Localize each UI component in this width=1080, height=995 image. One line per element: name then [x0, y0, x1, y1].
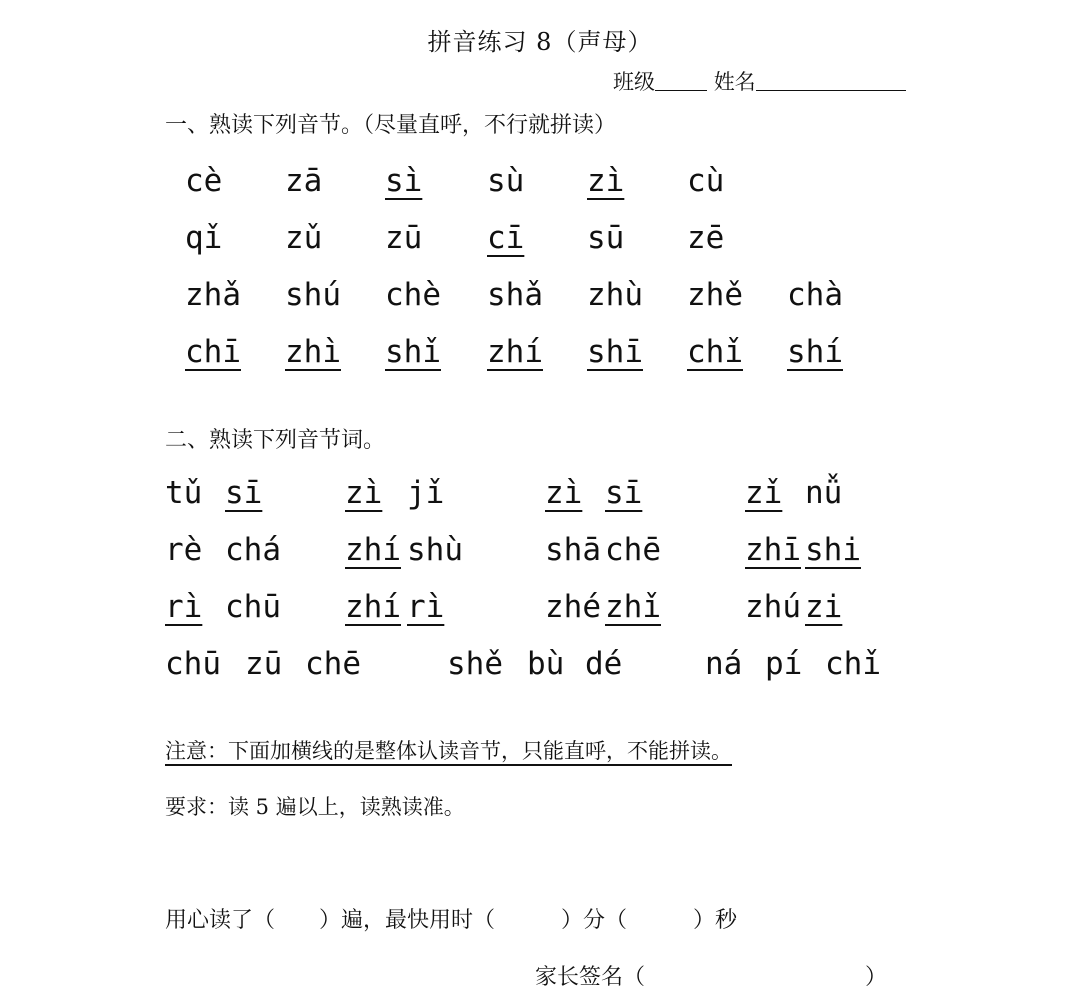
word-syllable: nǚ: [805, 475, 843, 511]
word-syllable: zū: [245, 646, 283, 682]
syllable: zhù: [587, 277, 643, 313]
requirement-text: 要求：读 5 遍以上，读熟读准。: [165, 795, 465, 819]
syllable: sù: [487, 163, 525, 199]
syllable: chè: [385, 277, 441, 313]
word-syllable: zhú: [745, 589, 801, 625]
syllable: cè: [185, 163, 223, 199]
note-text: 注意：下面加横线的是整体认读音节，只能直呼，不能拼读。: [165, 739, 732, 763]
syllable: shú: [285, 277, 341, 313]
word-syllable: chē: [605, 532, 661, 568]
syllable: zhì: [285, 334, 341, 370]
syllable: zhí: [487, 334, 543, 370]
word-syllable: chǐ: [825, 646, 881, 682]
syllable: sū: [587, 220, 625, 256]
word-syllable: zhí: [345, 532, 401, 568]
word-syllable: shù: [407, 532, 463, 568]
student-info: [613, 66, 906, 96]
word-syllable: pí: [765, 646, 803, 682]
syllable: zē: [687, 220, 725, 256]
syllable: qǐ: [185, 220, 223, 256]
word-syllable: sī: [225, 475, 263, 511]
syllable: shǐ: [385, 334, 441, 370]
word-syllable: sī: [605, 475, 643, 511]
word-syllable: zǐ: [745, 475, 783, 511]
class-blank: [655, 89, 707, 91]
section2-heading: 二、熟读下列音节词。: [165, 428, 386, 453]
word-syllable: zì: [345, 475, 383, 511]
word-syllable: chū: [165, 646, 221, 682]
word-syllable: ná: [705, 646, 743, 682]
class-label: 班级: [613, 70, 655, 94]
syllable: shí: [787, 334, 843, 370]
word-syllable: zhǐ: [605, 589, 661, 625]
syllable: zā: [285, 163, 323, 199]
syllable: chǐ: [687, 334, 743, 370]
word-syllable: zhī: [745, 532, 801, 568]
word-syllable: shā: [545, 532, 601, 568]
syllable: chī: [185, 334, 241, 370]
word-syllable: zì: [545, 475, 583, 511]
word-syllable: dé: [585, 646, 623, 682]
word-syllable: chē: [305, 646, 361, 682]
word-syllable: chū: [225, 589, 281, 625]
word-syllable: zhí: [345, 589, 401, 625]
syllable: cī: [487, 220, 525, 256]
reading-record: 用心读了（ ）遍，最快用时（ ）分（ ）秒: [165, 908, 738, 933]
parent-signature: 家长签名（ ）: [535, 965, 888, 990]
syllable: zǔ: [285, 220, 323, 256]
word-syllable: shi: [805, 532, 861, 568]
syllable: zì: [587, 163, 625, 199]
word-syllable: chá: [225, 532, 281, 568]
word-syllable: zhé: [545, 589, 601, 625]
word-syllable: bù: [527, 646, 565, 682]
syllable: chà: [787, 277, 843, 313]
section1-heading: 一、熟读下列音节。（尽量直呼，不行就拼读）: [165, 113, 617, 138]
page-title: 拼音练习 8（声母）: [427, 28, 653, 56]
syllable: zū: [385, 220, 423, 256]
syllable: zhǎ: [185, 277, 241, 313]
name-label: 姓名: [713, 70, 756, 94]
word-syllable: jǐ: [407, 475, 445, 511]
syllable: zhě: [687, 277, 743, 313]
word-syllable: rì: [165, 589, 203, 625]
syllable: sì: [385, 163, 423, 199]
word-syllable: rì: [407, 589, 445, 625]
word-syllable: zi: [805, 589, 843, 625]
syllable: shī: [587, 334, 643, 370]
word-syllable: shě: [447, 646, 503, 682]
syllable: shǎ: [487, 277, 543, 313]
word-syllable: tǔ: [165, 475, 203, 511]
word-syllable: rè: [165, 532, 203, 568]
syllable: cù: [687, 163, 725, 199]
name-blank: [756, 89, 906, 91]
